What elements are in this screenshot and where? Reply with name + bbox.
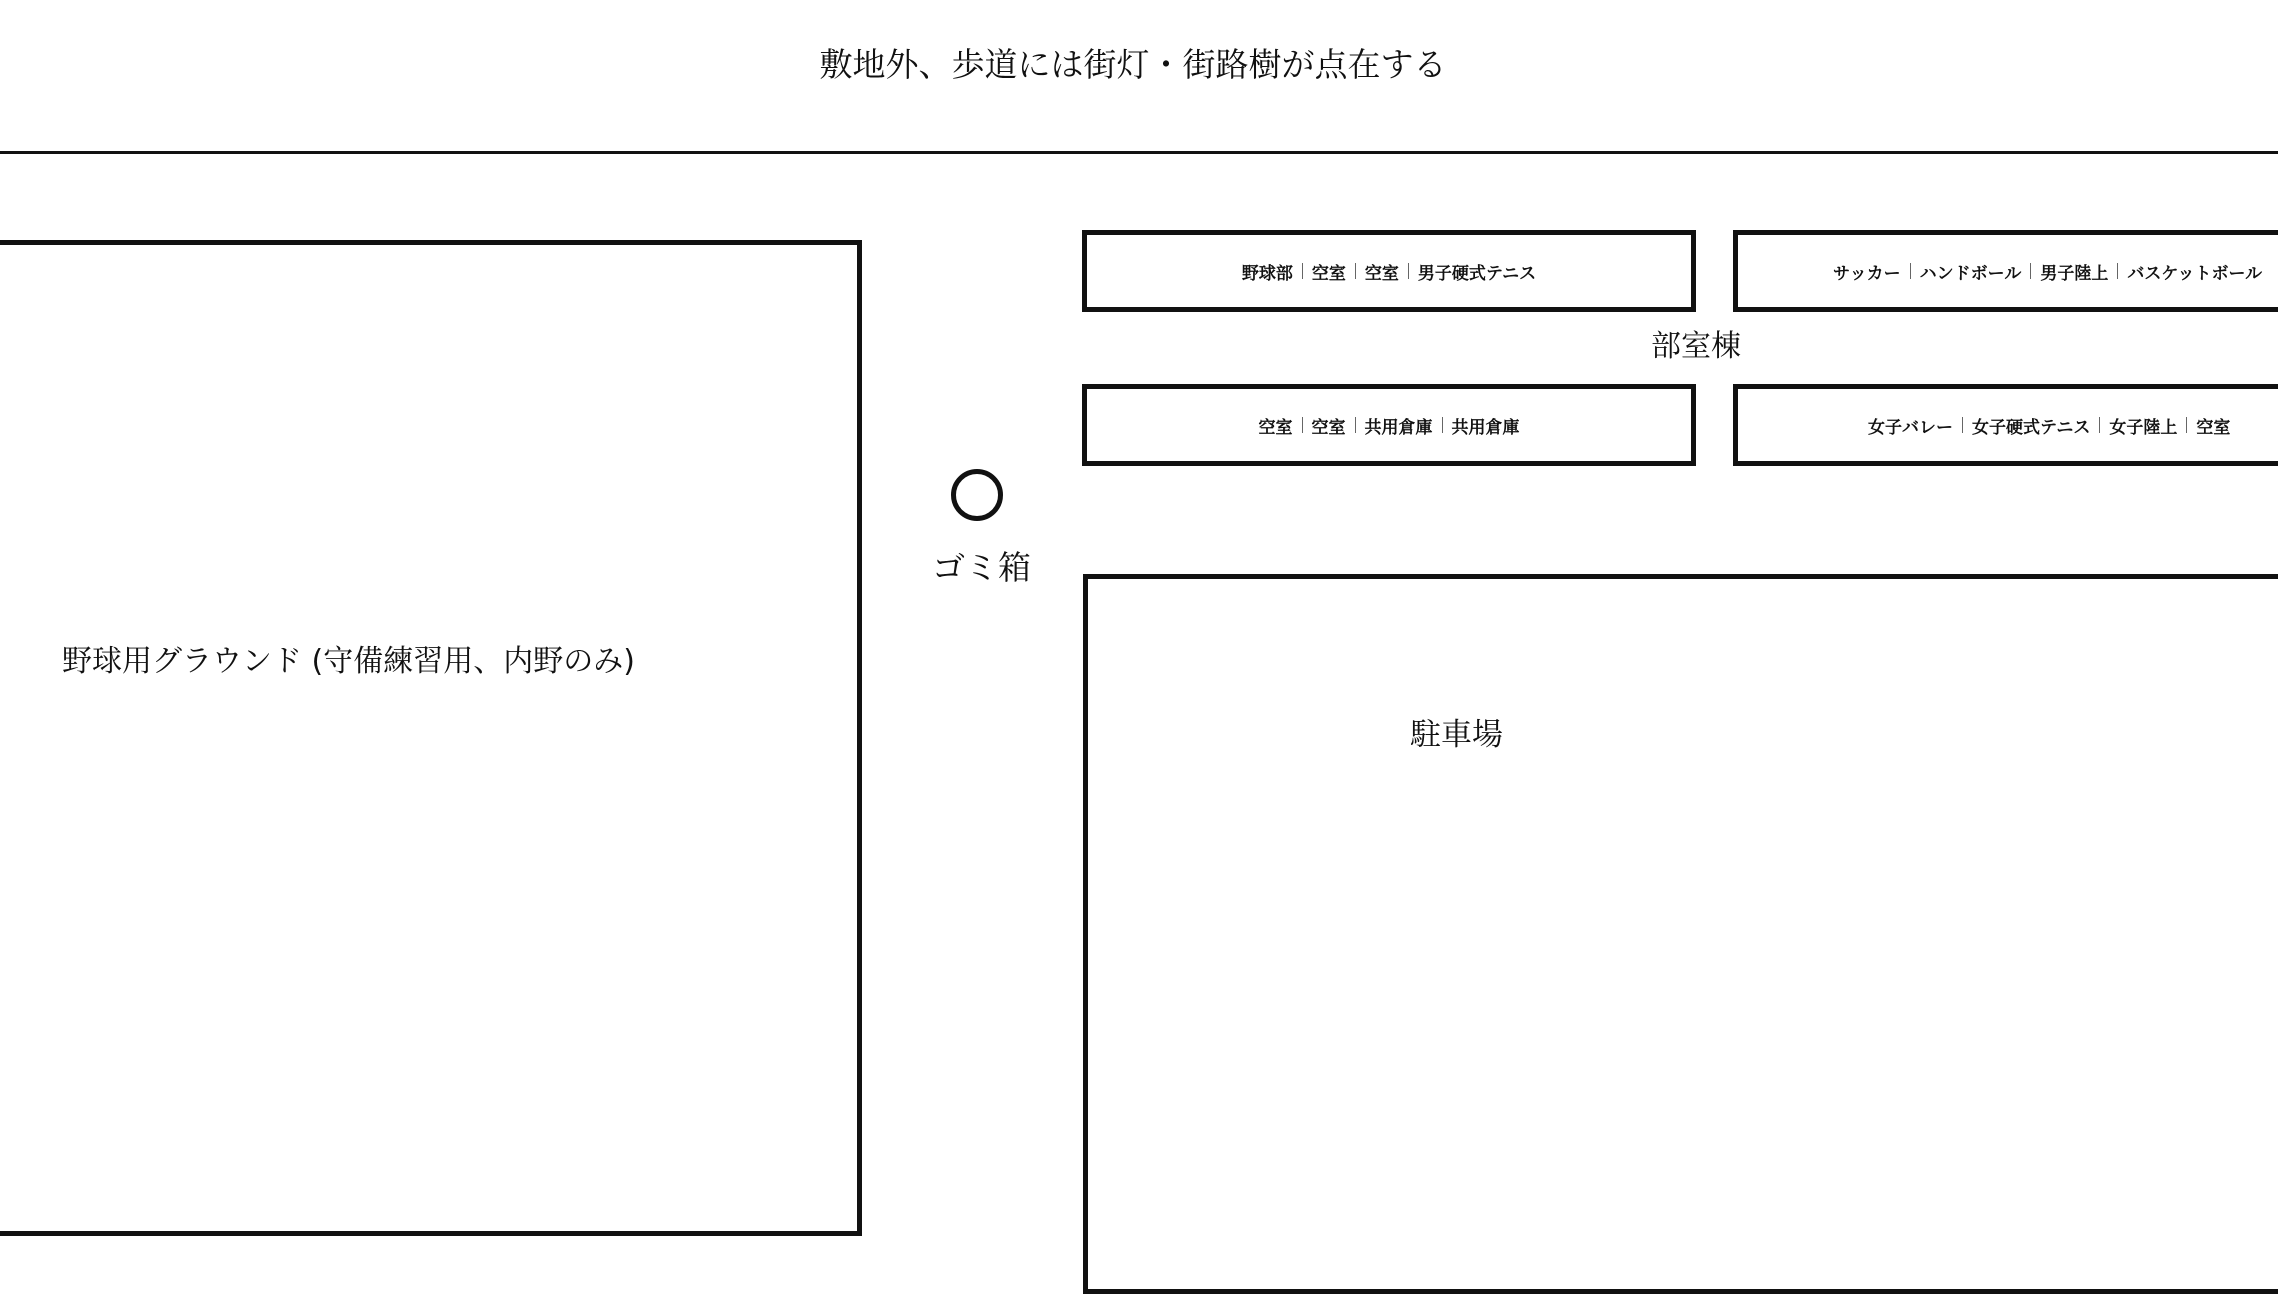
parking-lot-area (1083, 574, 2278, 1294)
club-room: ハンドボール (1919, 263, 2022, 284)
club-building-label: 部室棟 (1651, 329, 1741, 364)
club-room: サッカー (1833, 263, 1901, 284)
club-room: バスケットボール (2127, 263, 2263, 284)
trash-bin-label: ゴミ箱 (932, 548, 1031, 587)
room-divider (1355, 263, 1356, 279)
club-room: 女子陸上 (2109, 417, 2178, 438)
room-divider (1962, 417, 1963, 433)
room-divider (1408, 263, 1409, 279)
club-room: 空室 (1311, 263, 1346, 284)
club-room: 女子硬式テニス (1972, 417, 2091, 438)
room-divider (2117, 263, 2118, 279)
club-room: 空室 (1364, 263, 1399, 284)
baseball-ground-label: 野球用グラウンド (守備練習用、内野のみ) (62, 644, 635, 679)
room-divider (1302, 263, 1303, 279)
trash-bin-icon (951, 469, 1003, 521)
room-divider (1442, 417, 1443, 433)
club-room-row-bottom-left (1082, 384, 1696, 466)
room-divider (2030, 263, 2031, 279)
room-divider (2186, 417, 2187, 433)
room-divider (1355, 417, 1356, 433)
club-room-row-bottom-right (1733, 384, 2278, 466)
club-room: 空室 (1258, 417, 1293, 438)
room-divider (1302, 417, 1303, 433)
room-divider (1910, 263, 1911, 279)
club-room: 男子硬式テニス (1417, 263, 1537, 284)
club-room: 共用倉庫 (1364, 417, 1433, 438)
club-room: 男子陸上 (2040, 263, 2109, 284)
club-room-row-top-left (1082, 230, 1696, 312)
site-boundary-line (0, 151, 2278, 154)
club-room-row-top-right (1733, 230, 2278, 312)
club-room: 野球部 (1241, 263, 1293, 284)
club-room: 共用倉庫 (1451, 417, 1520, 438)
club-room: 女子バレー (1868, 417, 1953, 438)
room-divider (2099, 417, 2100, 433)
club-room: 空室 (1311, 417, 1346, 438)
baseball-ground-area (0, 240, 862, 1236)
parking-lot-label: 駐車場 (1410, 717, 1503, 753)
club-room: 空室 (2196, 417, 2231, 438)
offsite-note: 敷地外、歩道には街灯・街路樹が点在する (819, 45, 1447, 84)
